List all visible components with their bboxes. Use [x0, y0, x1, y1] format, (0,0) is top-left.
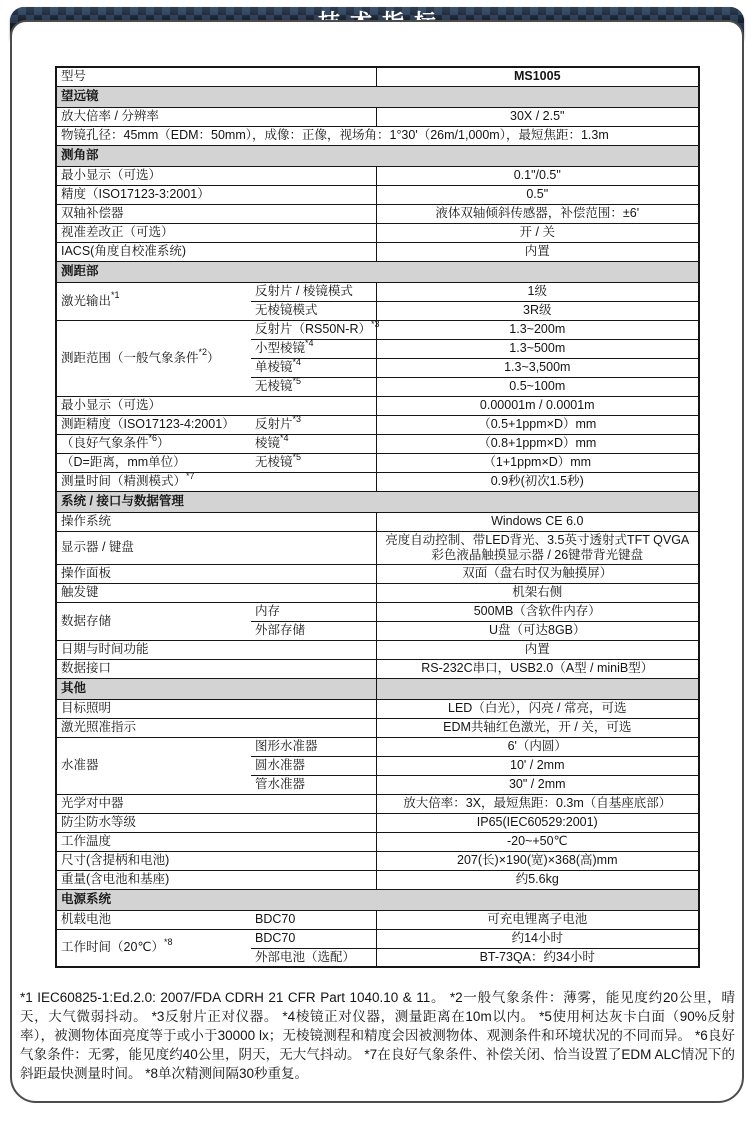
spec-row	[56, 531, 699, 564]
section-label: 望远镜	[56, 86, 699, 107]
spec-value-cell: BT-73QA：约34小时	[376, 948, 699, 967]
section-label: 电源系统	[56, 889, 699, 910]
spec-value-cell: EDM共轴红色激光，开 / 关，可选	[376, 718, 699, 737]
spec-sublabel-cell: 无棱镜$^{*5}$	[251, 377, 376, 396]
spec-value-cell: 约5.6kg	[376, 870, 699, 889]
spec-value-cell: （1+1ppm×D）mm	[376, 453, 699, 472]
spec-value-cell: （0.5+1ppm×D）mm	[376, 415, 699, 434]
spec-label-cell: 视准差改正（可选）	[56, 223, 376, 242]
spec-row	[56, 282, 699, 301]
spec-row	[56, 107, 699, 126]
spec-sublabel-cell: BDC70	[251, 910, 376, 929]
spec-value-cell: 亮度自动控制、带LED背光、3.5英寸透射式TFT QVGA彩色液晶触摸显示器 / 26键带背光键盘	[376, 531, 699, 564]
spec-value-cell: 6'（内圆）	[376, 737, 699, 756]
section-spacer	[376, 678, 699, 699]
spec-value-cell: 1级	[376, 282, 699, 301]
spec-row	[56, 223, 699, 242]
spec-row	[56, 453, 699, 472]
spec-label-cell: 测距范围（一般气象条件$^{*2}$）	[56, 320, 251, 396]
spec-sublabel-cell: 圆水准器	[251, 756, 376, 775]
spec-row	[56, 602, 699, 621]
spec-value-cell: 30" / 2mm	[376, 775, 699, 794]
spec-label-cell: IACS(角度自校准系统)	[56, 242, 376, 261]
spec-label-cell: （良好气象条件$^{*6}$）	[56, 434, 251, 453]
spec-label-cell: 激光输出$^{*1}$	[56, 282, 251, 320]
spec-label-cell: 操作系统	[56, 512, 376, 531]
spec-value-cell: 双面（盘右时仅为触摸屏）	[376, 564, 699, 583]
spec-row	[56, 813, 699, 832]
spec-label-cell: 尺寸(含提柄和电池)	[56, 851, 376, 870]
spec-value-cell: （0.8+1ppm×D）mm	[376, 434, 699, 453]
section-label: 其他	[56, 678, 376, 699]
spec-label-cell: 双轴补偿器	[56, 204, 376, 223]
spec-label-cell: 防尘防水等级	[56, 813, 376, 832]
spec-row	[56, 929, 699, 948]
spec-value-cell: MS1005	[376, 67, 699, 86]
spec-value-cell: 放大倍率：3X，最短焦距：0.3m（自基座底部）	[376, 794, 699, 813]
spec-row	[56, 794, 699, 813]
section-label: 测距部	[56, 261, 699, 282]
spec-value-cell: 1.3~200m	[376, 320, 699, 339]
spec-label-cell: 数据接口	[56, 659, 376, 678]
spec-value-cell: 500MB（含软件内存）	[376, 602, 699, 621]
spec-value-cell: 可充电锂离子电池	[376, 910, 699, 929]
spec-value-cell: 0.9秒(初次1.5秒)	[376, 472, 699, 491]
spec-label-cell: 最小显示（可选）	[56, 166, 376, 185]
spec-row	[56, 242, 699, 261]
spec-label-cell: 机载电池	[56, 910, 251, 929]
spec-sublabel-cell: 单棱镜$^{*4}$	[251, 358, 376, 377]
section-row	[56, 678, 699, 699]
spec-sublabel-cell: 小型棱镜$^{*4}$	[251, 339, 376, 358]
spec-label-cell: （D=距离，mm单位）	[56, 453, 251, 472]
spec-row	[56, 512, 699, 531]
spec-label-cell: 数据存储	[56, 602, 251, 640]
spec-value-cell: RS-232C串口，USB2.0（A型 / miniB型）	[376, 659, 699, 678]
spec-sublabel-cell: 外部存储	[251, 621, 376, 640]
spec-value-cell: LED（白光），闪亮 / 常亮，可选	[376, 699, 699, 718]
spec-row	[56, 718, 699, 737]
spec-sublabel-cell: 棱镜$^{*4}$	[251, 434, 376, 453]
footnotes: *1 IEC60825-1:Ed.2.0: 2007/FDA CDRH 21 CFR Part 1040.10 & 11。 *2一般气象条件：薄雾，能见度约20公里，晴天，大气微弱抖动。 *3反射片正对仪器。 *4棱镜正对仪器，测量距离在10m以内。 *5使用柯达灰卡白面（90%反射率），被测物体面亮度等于或小于30000 lx；无棱镜测程和精度会因被测物体、观测条件和环境状况的不同而异。 *6良好气象条件：无雾，能见度约40公里，阴天，无大气抖动。 *7在良好气象条件、补偿关闭、恰当设置了EDM ALC情况下的斜距最快测量时间。 *8单次精测间隔30秒重复。	[20, 990, 735, 1081]
spec-label-cell: 测量时间（精测模式）$^{*7}$	[56, 472, 376, 491]
spec-sublabel-cell: 无棱镜$^{*5}$	[251, 453, 376, 472]
spec-label-cell: 重量(含电池和基座)	[56, 870, 376, 889]
spec-sublabel-cell: 无棱镜模式	[251, 301, 376, 320]
spec-row	[56, 166, 699, 185]
spec-row	[56, 583, 699, 602]
spec-sublabel-cell: 外部电池（选配）	[251, 948, 376, 967]
spec-label-cell: 水准器	[56, 737, 251, 794]
spec-label-cell: 操作面板	[56, 564, 376, 583]
spec-row	[56, 126, 699, 145]
spec-row	[56, 204, 699, 223]
spec-label-cell: 放大倍率 / 分辨率	[56, 107, 376, 126]
spec-row	[56, 415, 699, 434]
spec-sublabel-cell: BDC70	[251, 929, 376, 948]
spec-value-cell: 3R级	[376, 301, 699, 320]
spec-value-cell: 0.5~100m	[376, 377, 699, 396]
spec-sublabel-cell: 内存	[251, 602, 376, 621]
spec-row	[56, 870, 699, 889]
spec-value-cell: 开 / 关	[376, 223, 699, 242]
spec-sublabel-cell: 反射片 / 棱镜模式	[251, 282, 376, 301]
spec-sublabel-cell: 反射片$(RS50N-R)^{*3}$	[251, 320, 376, 339]
spec-value-cell: 0.1"/0.5"	[376, 166, 699, 185]
spec-label-cell: 精度（ISO17123-3:2001）	[56, 185, 376, 204]
spec-label-cell: 目标照明	[56, 699, 376, 718]
spec-label-cell: 工作时间（20℃）$^{*8}$	[56, 929, 251, 967]
spec-label-cell: 显示器 / 键盘	[56, 531, 376, 564]
spec-value-cell: 1.3~3,500m	[376, 358, 699, 377]
section-row	[56, 889, 699, 910]
spec-label-cell: 工作温度	[56, 832, 376, 851]
spec-row	[56, 737, 699, 756]
spec-fullwidth-cell: 物镜孔径：45mm（EDM：50mm），成像：正像，视场角：1°30'（26m/1,000m），最短焦距：1.3m	[56, 126, 699, 145]
section-row	[56, 145, 699, 166]
spec-sublabel-cell: 图形水准器	[251, 737, 376, 756]
spec-value-cell: 0.5"	[376, 185, 699, 204]
spec-value-cell: 207(长)×190(宽)×368(高)mm	[376, 851, 699, 870]
section-row	[56, 86, 699, 107]
spec-value-cell: 0.00001m / 0.0001m	[376, 396, 699, 415]
spec-row	[56, 472, 699, 491]
spec-label-cell: 触发键	[56, 583, 376, 602]
spec-value-cell: 1.3~500m	[376, 339, 699, 358]
spec-label-cell: 激光照准指示	[56, 718, 376, 737]
spec-value-cell: IP65(IEC60529:2001)	[376, 813, 699, 832]
spec-label-cell: 测距精度（ISO17123-4:2001）	[56, 415, 251, 434]
spec-table	[55, 66, 700, 968]
spec-row	[56, 832, 699, 851]
spec-value-cell: 约14小时	[376, 929, 699, 948]
spec-row	[56, 910, 699, 929]
spec-value-cell: 液体双轴倾斜传感器，补偿范围：±6'	[376, 204, 699, 223]
spec-value-cell: 10' / 2mm	[376, 756, 699, 775]
spec-value-cell: U盘（可达8GB）	[376, 621, 699, 640]
spec-label-cell: 日期与时间功能	[56, 640, 376, 659]
spec-label-cell: 最小显示（可选）	[56, 396, 376, 415]
spec-row	[56, 564, 699, 583]
spec-value-cell: 机架右侧	[376, 583, 699, 602]
spec-value-cell: 内置	[376, 242, 699, 261]
spec-row	[56, 640, 699, 659]
spec-table-body	[56, 67, 699, 967]
spec-row	[56, 851, 699, 870]
spec-row	[56, 699, 699, 718]
spec-row	[56, 185, 699, 204]
spec-value-cell: 30X / 2.5"	[376, 107, 699, 126]
spec-row	[56, 659, 699, 678]
spec-value-cell: 内置	[376, 640, 699, 659]
spec-row	[56, 67, 699, 86]
spec-sublabel-cell: 反射片$^{*3}$	[251, 415, 376, 434]
spec-row	[56, 320, 699, 339]
spec-value-cell: -20~+50℃	[376, 832, 699, 851]
section-row	[56, 261, 699, 282]
spec-value-cell: Windows CE 6.0	[376, 512, 699, 531]
spec-label-cell: 型号	[56, 67, 376, 86]
spec-label-cell: 光学对中器	[56, 794, 376, 813]
spec-sublabel-cell: 管水准器	[251, 775, 376, 794]
spec-row	[56, 396, 699, 415]
spec-row	[56, 434, 699, 453]
section-label: 测角部	[56, 145, 699, 166]
section-row	[56, 491, 699, 512]
section-label: 系统 / 接口与数据管理	[56, 491, 699, 512]
